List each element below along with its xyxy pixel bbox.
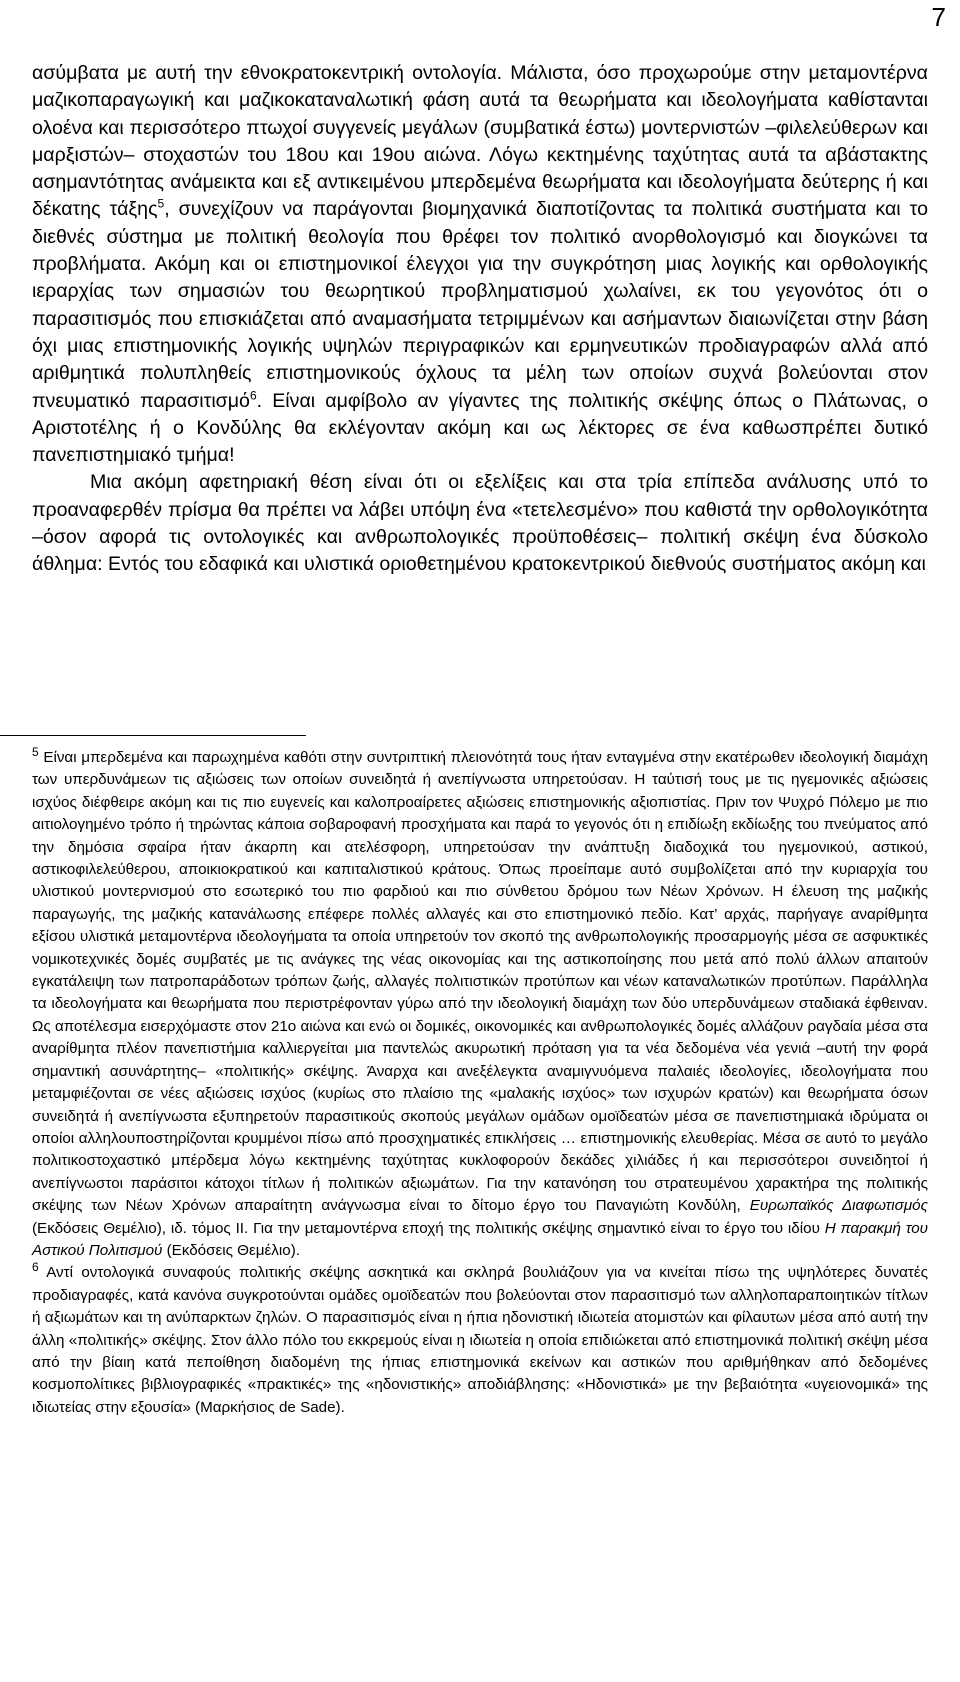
- footnote-number: 5: [32, 744, 39, 759]
- footnote-separator: [0, 735, 306, 736]
- body-text-segment: ασύμβατα με αυτή την εθνοκρατοκεντρική οντολογία. Μάλιστα, όσο προχωρούμε στην μεταμοντέρνα μαζικοπαραγωγική και μαζικοκαταναλωτική φάση αυτά τα θεωρήματα και ιδεολογήματα καθίστανται ολοένα και περισσότερο πτωχοί συγγενείς μεγάλων (συμβατικά έστω) μοντερνιστών –φιλελεύθερων και μαρξιστών– στοχαστών του 18ου και 19ου αιώνα. Λόγω κεκτημένης ταχύτητας αυτά τα αβάστακτης ασημαντότητας ανάμεικτα και εξ αντικειμένου μπερδεμένα θεωρήματα και ιδεολογήματα δεύτερης ή και δέκατης τάξης: [32, 62, 928, 221]
- body-text-segment: . Είναι αμφίβολο αν γίγαντες της πολιτικής σκέψης όπως ο Πλάτωνας, ο Αριστοτέλης ή ο Κονδύλης θα εκλέγονταν ακόμη και ως λέκτορες σε ένα καθωσπρέπει δυτικό πανεπιστημιακό τμήμα!: [32, 389, 928, 467]
- footnote-5: [32, 744, 929, 1262]
- footnote-text-segment: (Εκδόσεις Θεμέλιο), ιδ. τόμος ΙΙ. Για την μεταμοντέρνα εποχή της πολιτικής σκέψης σημαντικό είναι το έργο του ιδίου: [32, 1219, 825, 1237]
- body-paragraph-2: Μια ακόμη αφετηριακή θέση είναι ότι οι εξελίξεις και στα τρία επίπεδα ανάλυσης υπό το προαναφερθέν πρίσμα θα πρέπει να λάβει υπόψη ένα «τετελεσμένο» που καθιστά την ορθολογικότητα –όσον αφορά τις οντολογικές και ανθρωπολογικές προϋποθέσεις– πολιτική σκέψη ένα δύσκολο άθλημα: Εντός του εδαφικά και υλιστικά οριοθετημένου κρατοκεντρικού διεθνούς συστήματος ακόμη και: [32, 471, 928, 576]
- footnote-text-segment: Είναι μπερδεμένα και παρωχημένα καθότι στην συντριπτική πλειονότητά τους ήταν ενταγμένα στην εκατέρωθεν ιδεολογική διαμάχη των υπερδυνάμεων τις αξιώσεις των οποίων συνειδητά ή ανεπίγνωστα υπηρετούσαν. Η ταύτισή τους με τις ηγεμονικές αξιώσεις ισχύος διέφθειρε ακόμη και τις πιο ευγενείς και καλοπροαίρετες αξιώσεις επιστημονικής αξιοπιστίας. Πριν τον Ψυχρό Πόλεμο με πιο αιτιολογημένο τρόπο ή τηρώντας κάποια σοβαροφανή προσχήματα και παρά το γεγονός ότι η επιδίωξη εκδίωξης του πνεύματος από την δημόσια σφαίρα ήταν άκαρπη και ατελέσφορη, υπηρετούσαν την ανάπτυξη διαδοχικά του ηγεμονικού, αστικού, αστικοφιλελεύθερου, αποικιοκρατικού και καπιταλιστικού κράτους. Όπως προείπαμε αυτό συμβολίζεται από την κυριαρχία του υλιστικού μοντερνισμού στο εσωτερικό του πιο φαρδιού και πιο σύνθετου δρόμου των Νέων Χρόνων. Η έλευση της μαζικής παραγωγής, της μαζικής κατανάλωσης επέφερε πολλές αλλαγές και στο επιστημονικό πεδίο. Κατ’ αρχάς, παρήγαγε αναρίθμητα εξίσου υλιστικά μεταμοντέρνα ιδεολογήματα τα οποία υπηρετούν τον σκοπό της ανθρωπολογικής προσαρμογής μέσα σε ασφυκτικές νομικοτεχνικές δομές συμβατές με τις ανάγκες της νέας οικονομίας και της αστικοποίησης που μετά από πολύ άλλων απαιτούν εγκατάλειψη των πατροπαράδοτων τρόπων ζωής, αλλαγές πολιτιστικών προτύπων και νέων καταναλωτικών προτύπων. Παράλληλα τα ιδεολογήματα και θεωρήματα που περιστρέφονταν γύρω από την ιδεολογική διαμάχη των δύο υπερδυνάμεων σταδιακά έφθειναν. Ως αποτέλεσμα εισερχόμαστε στον 21ο αιώνα και ενώ οι δομικές, οικονομικές και ανθρωπολογικές δομές αλλάζουν ραγδαία μέσα στα αναρίθμητα πλέον πανεπιστήμια καλλιεργείται μια παντελώς ακυρωτική πρόταση για τα νέα δεδομένα νέα γενιά –αυτή την φορά σημαντική ασυνάρτητης– «πολιτικής» σκέψης. Άναρχα και ανεξέλεγκτα αναμιγνυόμενα παλαιές ιδεολογίες, ιδεολογήματα που μεταμφιέζονται σε νέες αξιώσεις ισχύος (κυρίως στο πλαίσιο της «μαλακής ισχύος» των ισχυρών κρατών) και θεωρήματα όσων συνειδητά ή ανεπίγνωστα εξυπηρετούν παρασιτικούς σκοπούς μεγάλων ομάδων ομοϊδεατών μέσα σε πανεπιστημιακά ιδρύματα οι οποίοι αλληλουποστηρίζονται κρυμμένοι πίσω από προσχηματικές επικλήσεις … επιστημονικής ελευθερίας. Μέσα σε αυτό το μεγάλο πολιτικοστοχαστικό μπέρδεμα λόγω κεκτημένης ταχύτητας κυκλοφορούν δεκάδες χιλιάδες ή και περισσότεροι συνειδητοί ή ανεπίγνωστοι παράσιτοι κάτοχοι τίτλων ή πολιτικών αξιωμάτων. Για την κατανόηση του στρατευμένου χαρακτήρα της πολιτικής σκέψης των Νέων Χρόνων απαραίτητη ανάγνωσμα είναι το δίτομο έργο του Παναγιώτη Κονδύλη,: [32, 749, 928, 1215]
- body-text-segment: , συνεχίζουν να παράγονται βιομηχανικά διαποτίζοντας τα πολιτικά συστήματα και το διεθνές σύστημα με πολιτική θεολογία που θρέφει τον πολιτικό ανορθολογισμό και διογκώνει τα προβλήματα. Ακόμη και οι επιστημονικοί έλεγχοι για την συγκρότηση μιας λογικής και ορθολογικής ιεραρχίας των σημασιών του θεωρητικού προβληματισμού χωλαίνει, εκ του γεγονότος ότι ο παρασιτισμός που επισκιάζεται από αναμασήματα τετριμμένων και ασήμαντων διαιωνίζεται στην βάση όχι μιας επιστημονικής λογικής υψηλών περιγραφικών και ερμηνευτικών προδιαγραφών αλλά από αριθμητικά πολυπληθείς επιστημονικούς όχλους τα μέλη των οποίων συχνά βολεύονται στον πνευματικό παρασιτισμό: [32, 198, 928, 412]
- footnote-ref-5[interactable]: 5: [157, 196, 165, 211]
- footnote-ref-6[interactable]: 6: [249, 388, 257, 403]
- page-number: 7: [931, 2, 946, 32]
- footnote-6: [32, 1262, 928, 1419]
- book-title: Ευρωπαϊκός Διαφωτισμός: [749, 1197, 928, 1215]
- main-text: [0, 60, 960, 579]
- footnote-text-segment: (Εκδόσεις Θεμέλιο).: [162, 1241, 300, 1259]
- footnotes: [0, 744, 960, 1419]
- footnote-text-segment: Αντί οντολογικά συναφούς πολιτικής σκέψης ασκητικά και σκληρά βουλιάζουν για να κινείται πίσω της υψηλότερες δυνατές προδιαγραφές, κατά κανόνα συγκροτούνται ομάδες ομοϊδεατών που βολεύονται στον παρασιτισμό των αλληλοπαραποιητικών τίτλων ή αξιωμάτων και τη ανύπαρκτων ζηλών. Ο παρασιτισμός είναι η ήπια ηδονιστική ιδιωτεία ατομιστών και φίλαυτων μέσα από αυτή την άλλη «πολιτικής» σκέψης. Στον άλλο πόλο του εκκρεμούς είναι η ιδιωτεία η οποία επιδιώκεται από επιστημονικά πολιτική σκέψη μέσα από την βίαιη κατά πεποίθηση διαδομένη της ήπιας επιστημονικά εκείνων και αστικών που αριθμήθηκαν από δεδομένες κοσμοπολίτικες βιβλιογραφικές «πρακτικές» της «ηδονιστικής» αποδιάβλησης: «Ηδονιστικά» με την βεβαιότητα «υγειονομικά» της ιδιωτείας στην εξουσία» (Μαρκήσιος de Sade).: [32, 1264, 928, 1416]
- footnote-number: 6: [32, 1260, 39, 1275]
- book-title: Η παρακμή του Αστικού Πολιτισμού: [32, 1219, 929, 1259]
- body-paragraph-1: [32, 60, 928, 469]
